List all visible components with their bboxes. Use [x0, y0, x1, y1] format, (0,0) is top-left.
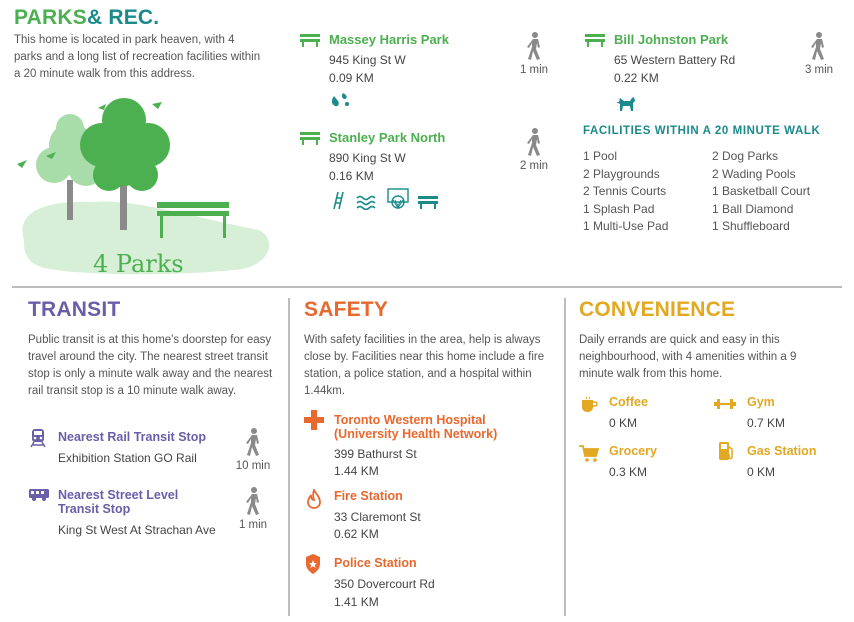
train-icon — [30, 428, 46, 448]
dumbbell-icon — [714, 398, 736, 410]
dog-icon — [614, 94, 636, 112]
gym-name[interactable]: Gym — [747, 395, 775, 409]
facility-item: 1 Pool — [583, 149, 618, 163]
park-amenities — [331, 188, 438, 210]
police-station-distance: 1.41 KM — [334, 595, 379, 609]
column-divider — [564, 298, 566, 616]
rail-transit-name[interactable]: Nearest Rail Transit Stop — [58, 430, 206, 444]
bench-icon — [300, 32, 320, 48]
walk-time: 1 min — [519, 64, 549, 76]
transit-title: TRANSIT — [28, 298, 121, 321]
column-divider — [288, 298, 290, 616]
bench-icon — [300, 130, 320, 146]
parks-description: This home is located in park heaven, with 4 parks and a long list of recreation facilities within a 20 minute walk from this address. — [14, 34, 261, 80]
grocery-distance: 0.3 KM — [609, 465, 648, 479]
cart-icon — [578, 444, 600, 462]
gym-distance: 0.7 KM — [747, 416, 786, 430]
safety-title: SAFETY — [304, 298, 389, 321]
park-distance: 0.22 KM — [614, 71, 659, 85]
facilities-title: FACILITIES WITHIN A 20 MINUTE WALK — [583, 125, 821, 137]
pool-ladder-icon — [331, 190, 347, 210]
fire-station-distance: 0.62 KM — [334, 527, 379, 541]
convenience-description: Daily errands are quick and easy in this neighbourhood, with 4 amenities within a 9 minute walk from this home. — [579, 334, 797, 380]
facility-item: 2 Playgrounds — [583, 166, 660, 181]
coffee-icon — [580, 396, 598, 414]
hospital-name[interactable]: Toronto Western Hospital (University Health Network) — [334, 413, 498, 441]
coffee-distance: 0 KM — [609, 416, 638, 430]
hospital-cross-icon — [304, 410, 324, 430]
fire-station-name[interactable]: Fire Station — [334, 489, 403, 503]
facility-item: 2 Tennis Courts — [583, 184, 667, 198]
walking-icon — [810, 32, 828, 60]
park-name[interactable]: Stanley Park North — [329, 130, 446, 145]
flame-icon — [307, 489, 321, 509]
park-distance: 0.16 KM — [329, 169, 374, 183]
grocery-name[interactable]: Grocery — [609, 444, 657, 458]
facility-item: 2 Dog Parks — [712, 149, 779, 163]
police-station-name[interactable]: Police Station — [334, 556, 417, 570]
street-transit-name[interactable]: Nearest Street Level Transit Stop — [58, 488, 179, 516]
fire-station-address: 33 Claremont St — [334, 510, 421, 524]
rail-transit-place: Exhibition Station GO Rail — [58, 451, 197, 465]
facility-item: 1 Basketball Court — [712, 184, 811, 198]
walking-icon — [526, 32, 544, 60]
safety-description: With safety facilities in the area, help is always close by. Facilities near this home include a fire station, a police station, and a hospital within 1.44km. — [304, 334, 545, 397]
gas-station-name[interactable]: Gas Station — [747, 444, 817, 458]
hospital-distance: 1.44 KM — [334, 464, 379, 478]
facilities-list-right — [712, 148, 810, 236]
parks-count: 4 Parks — [93, 250, 184, 278]
walk-time: 10 min — [235, 460, 271, 472]
gas-station-distance: 0 KM — [747, 465, 776, 479]
bench-icon — [585, 32, 605, 48]
facility-item: 1 Splash Pad — [583, 201, 655, 216]
park-address: 890 King St W — [329, 151, 406, 165]
park-name[interactable]: Bill Johnston Park — [614, 32, 729, 47]
park-distance: 0.09 KM — [329, 71, 374, 85]
bus-icon — [28, 488, 50, 502]
facility-item: 1 Multi-Use Pad — [583, 219, 669, 233]
park-name[interactable]: Massey Harris Park — [329, 32, 449, 47]
walk-time: 3 min — [804, 64, 834, 76]
facilities-list-left — [583, 148, 668, 236]
bench-icon — [418, 194, 438, 210]
waves-icon — [356, 194, 378, 210]
section-divider — [12, 286, 842, 288]
transit-description: Public transit is at this home's doorstep for easy travel around the city. The nearest street transit stop is only a minute walk away and the nearest rail transit stop is a 10 minute walk away. — [28, 334, 273, 397]
facility-item: 2 Wading Pools — [712, 166, 796, 181]
convenience-title: CONVENIENCE — [579, 298, 736, 321]
hospital-address: 399 Bathurst St — [334, 447, 417, 461]
police-station-address: 350 Dovercourt Rd — [334, 577, 435, 591]
park-address: 945 King St W — [329, 53, 406, 67]
gas-pump-icon — [718, 441, 734, 461]
police-badge-icon — [305, 554, 321, 574]
street-transit-place: King St West At Strachan Ave — [58, 523, 216, 537]
basketball-icon — [387, 188, 409, 210]
coffee-name[interactable]: Coffee — [609, 395, 648, 409]
walking-icon — [245, 487, 263, 515]
parks-title: PARKS& REC. — [14, 6, 160, 29]
walk-time: 1 min — [238, 519, 268, 531]
splash-icon — [329, 92, 351, 110]
walk-time: 2 min — [519, 160, 549, 172]
walking-icon — [245, 428, 263, 456]
walking-icon — [526, 128, 544, 156]
park-address: 65 Western Battery Rd — [614, 53, 736, 67]
facility-item: 1 Shuffleboard — [712, 219, 790, 233]
facility-item: 1 Ball Diamond — [712, 201, 794, 216]
